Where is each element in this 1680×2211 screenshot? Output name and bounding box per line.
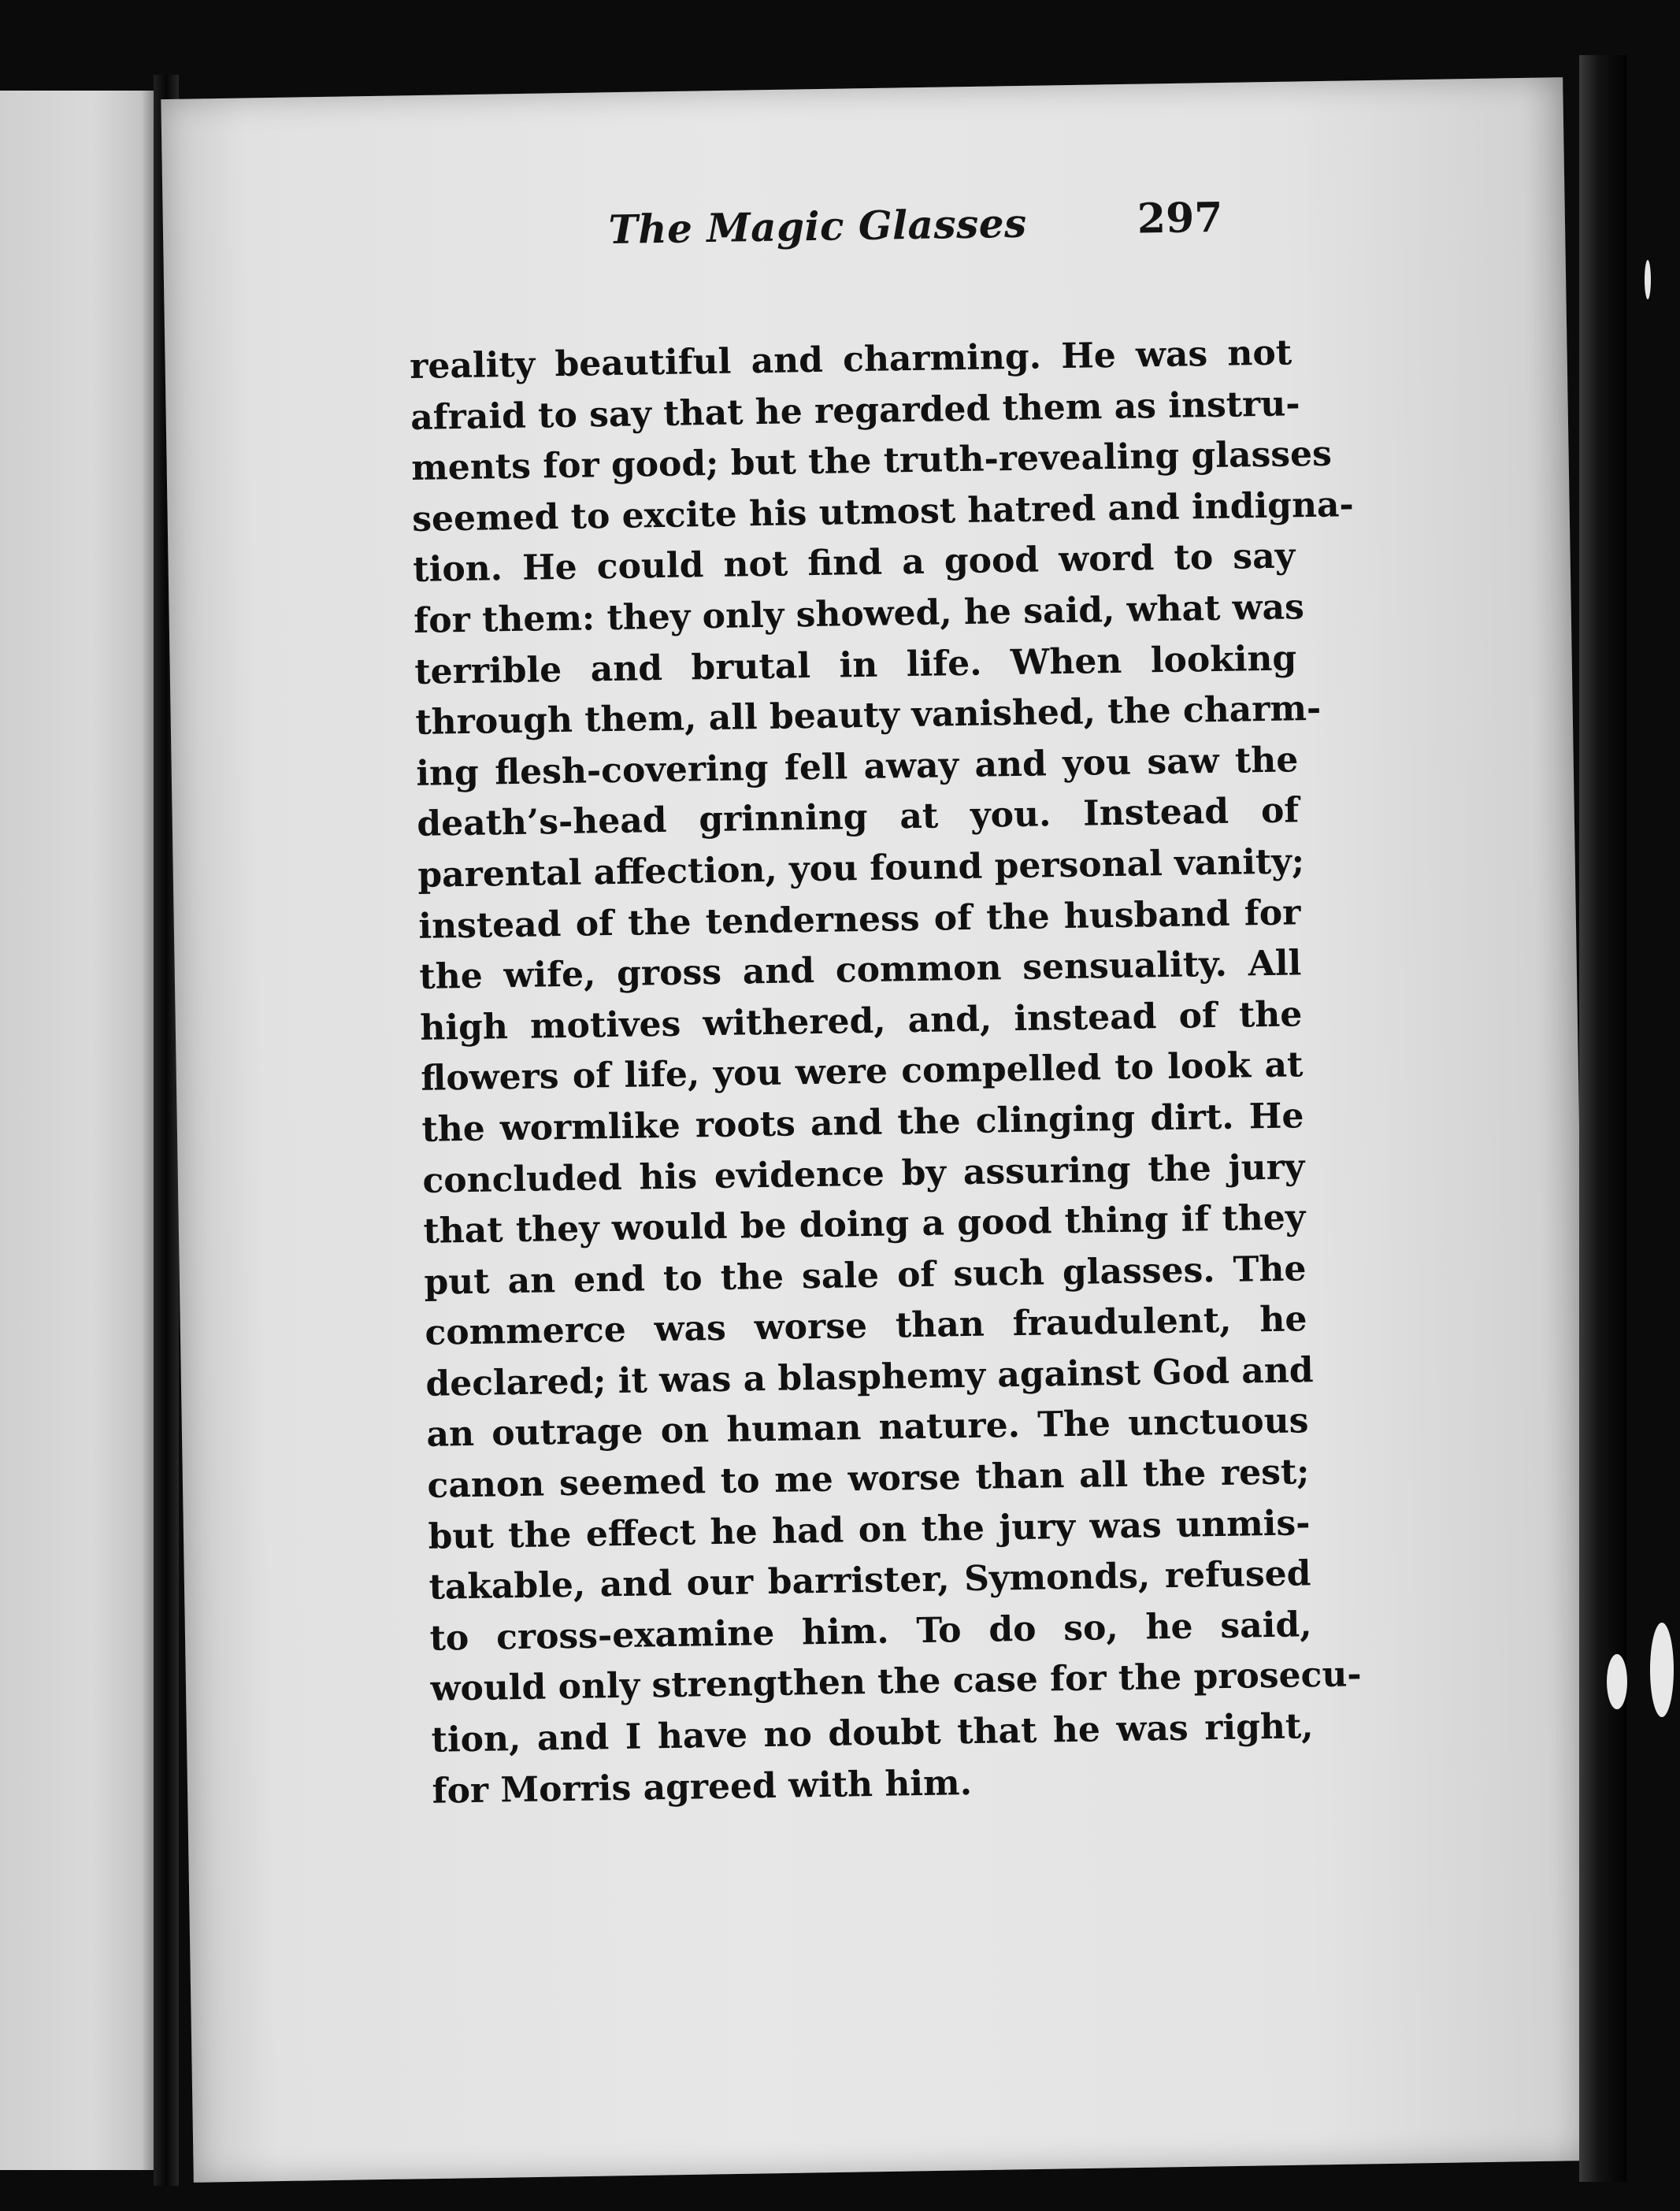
scan-speck <box>1645 260 1651 299</box>
body-text <box>409 328 1363 1817</box>
text-line: commerce was worse than fraudulent, he <box>425 1299 1307 1354</box>
running-header <box>427 187 1239 270</box>
text-line: would only strengthen the case for the prosecu- <box>430 1654 1363 1710</box>
text-line: afraid to say that he regarded them as instru- <box>410 383 1300 438</box>
text-line: the wife, gross and common sensuality. All <box>419 943 1302 998</box>
text-line: reality beautiful and charming. He was not <box>409 332 1292 387</box>
text-line: instead of the tenderness of the husband for <box>418 892 1301 947</box>
text-line: ing flesh-covering fell away and you saw the <box>415 740 1299 794</box>
scan-speck <box>1650 1623 1674 1717</box>
text-line: seemed to excite his utmost hatred and indigna- <box>411 484 1355 540</box>
text-line: canon seemed to me worse than all the rest; <box>427 1452 1310 1506</box>
text-line: takable, and our barrister, Symonds, refused <box>428 1553 1311 1608</box>
text-line: to cross-examine him. To do so, he said, <box>429 1604 1312 1659</box>
text-line: death’s-head grinning at you. Instead of <box>416 790 1300 845</box>
text-line: parental affection, you found personal vanity; <box>417 841 1305 896</box>
text-line: tion, and I have no doubt that he was right, <box>431 1706 1314 1760</box>
scan-speck <box>1607 1654 1627 1709</box>
text-line: for them: they only showed, he said, what was <box>413 587 1305 641</box>
text-line: declared; it was a blasphemy against God and <box>425 1350 1314 1404</box>
text-line: terrible and brutal in life. When looking <box>414 637 1297 692</box>
page-number: 297 <box>1137 193 1223 243</box>
running-title: The Magic Glasses <box>608 199 1028 254</box>
text-line: the wormlike roots and the clinging dirt. He <box>421 1096 1304 1150</box>
text-line: flowers of life, you were compelled to look at <box>421 1044 1304 1100</box>
text-line: high motives withered, and, instead of the <box>420 994 1303 1048</box>
text-line: ments for good; but the truth-revealing glasses <box>410 433 1333 489</box>
text-line: concluded his evidence by assuring the jury <box>422 1146 1305 1201</box>
text-line: put an end to the sale of such glasses. The <box>424 1248 1307 1303</box>
text-line-last: for Morris agreed with him. <box>432 1762 973 1812</box>
text-line: but the effect he had on the jury was unmis- <box>428 1502 1311 1557</box>
text-line: tion. He could not find a good word to say <box>412 536 1296 591</box>
text-line: an outrage on human nature. The unctuous <box>426 1400 1309 1456</box>
text-line: that they would be doing a good thing if they <box>423 1197 1306 1252</box>
text-line: through them, all beauty vanished, the charm- <box>414 688 1322 744</box>
